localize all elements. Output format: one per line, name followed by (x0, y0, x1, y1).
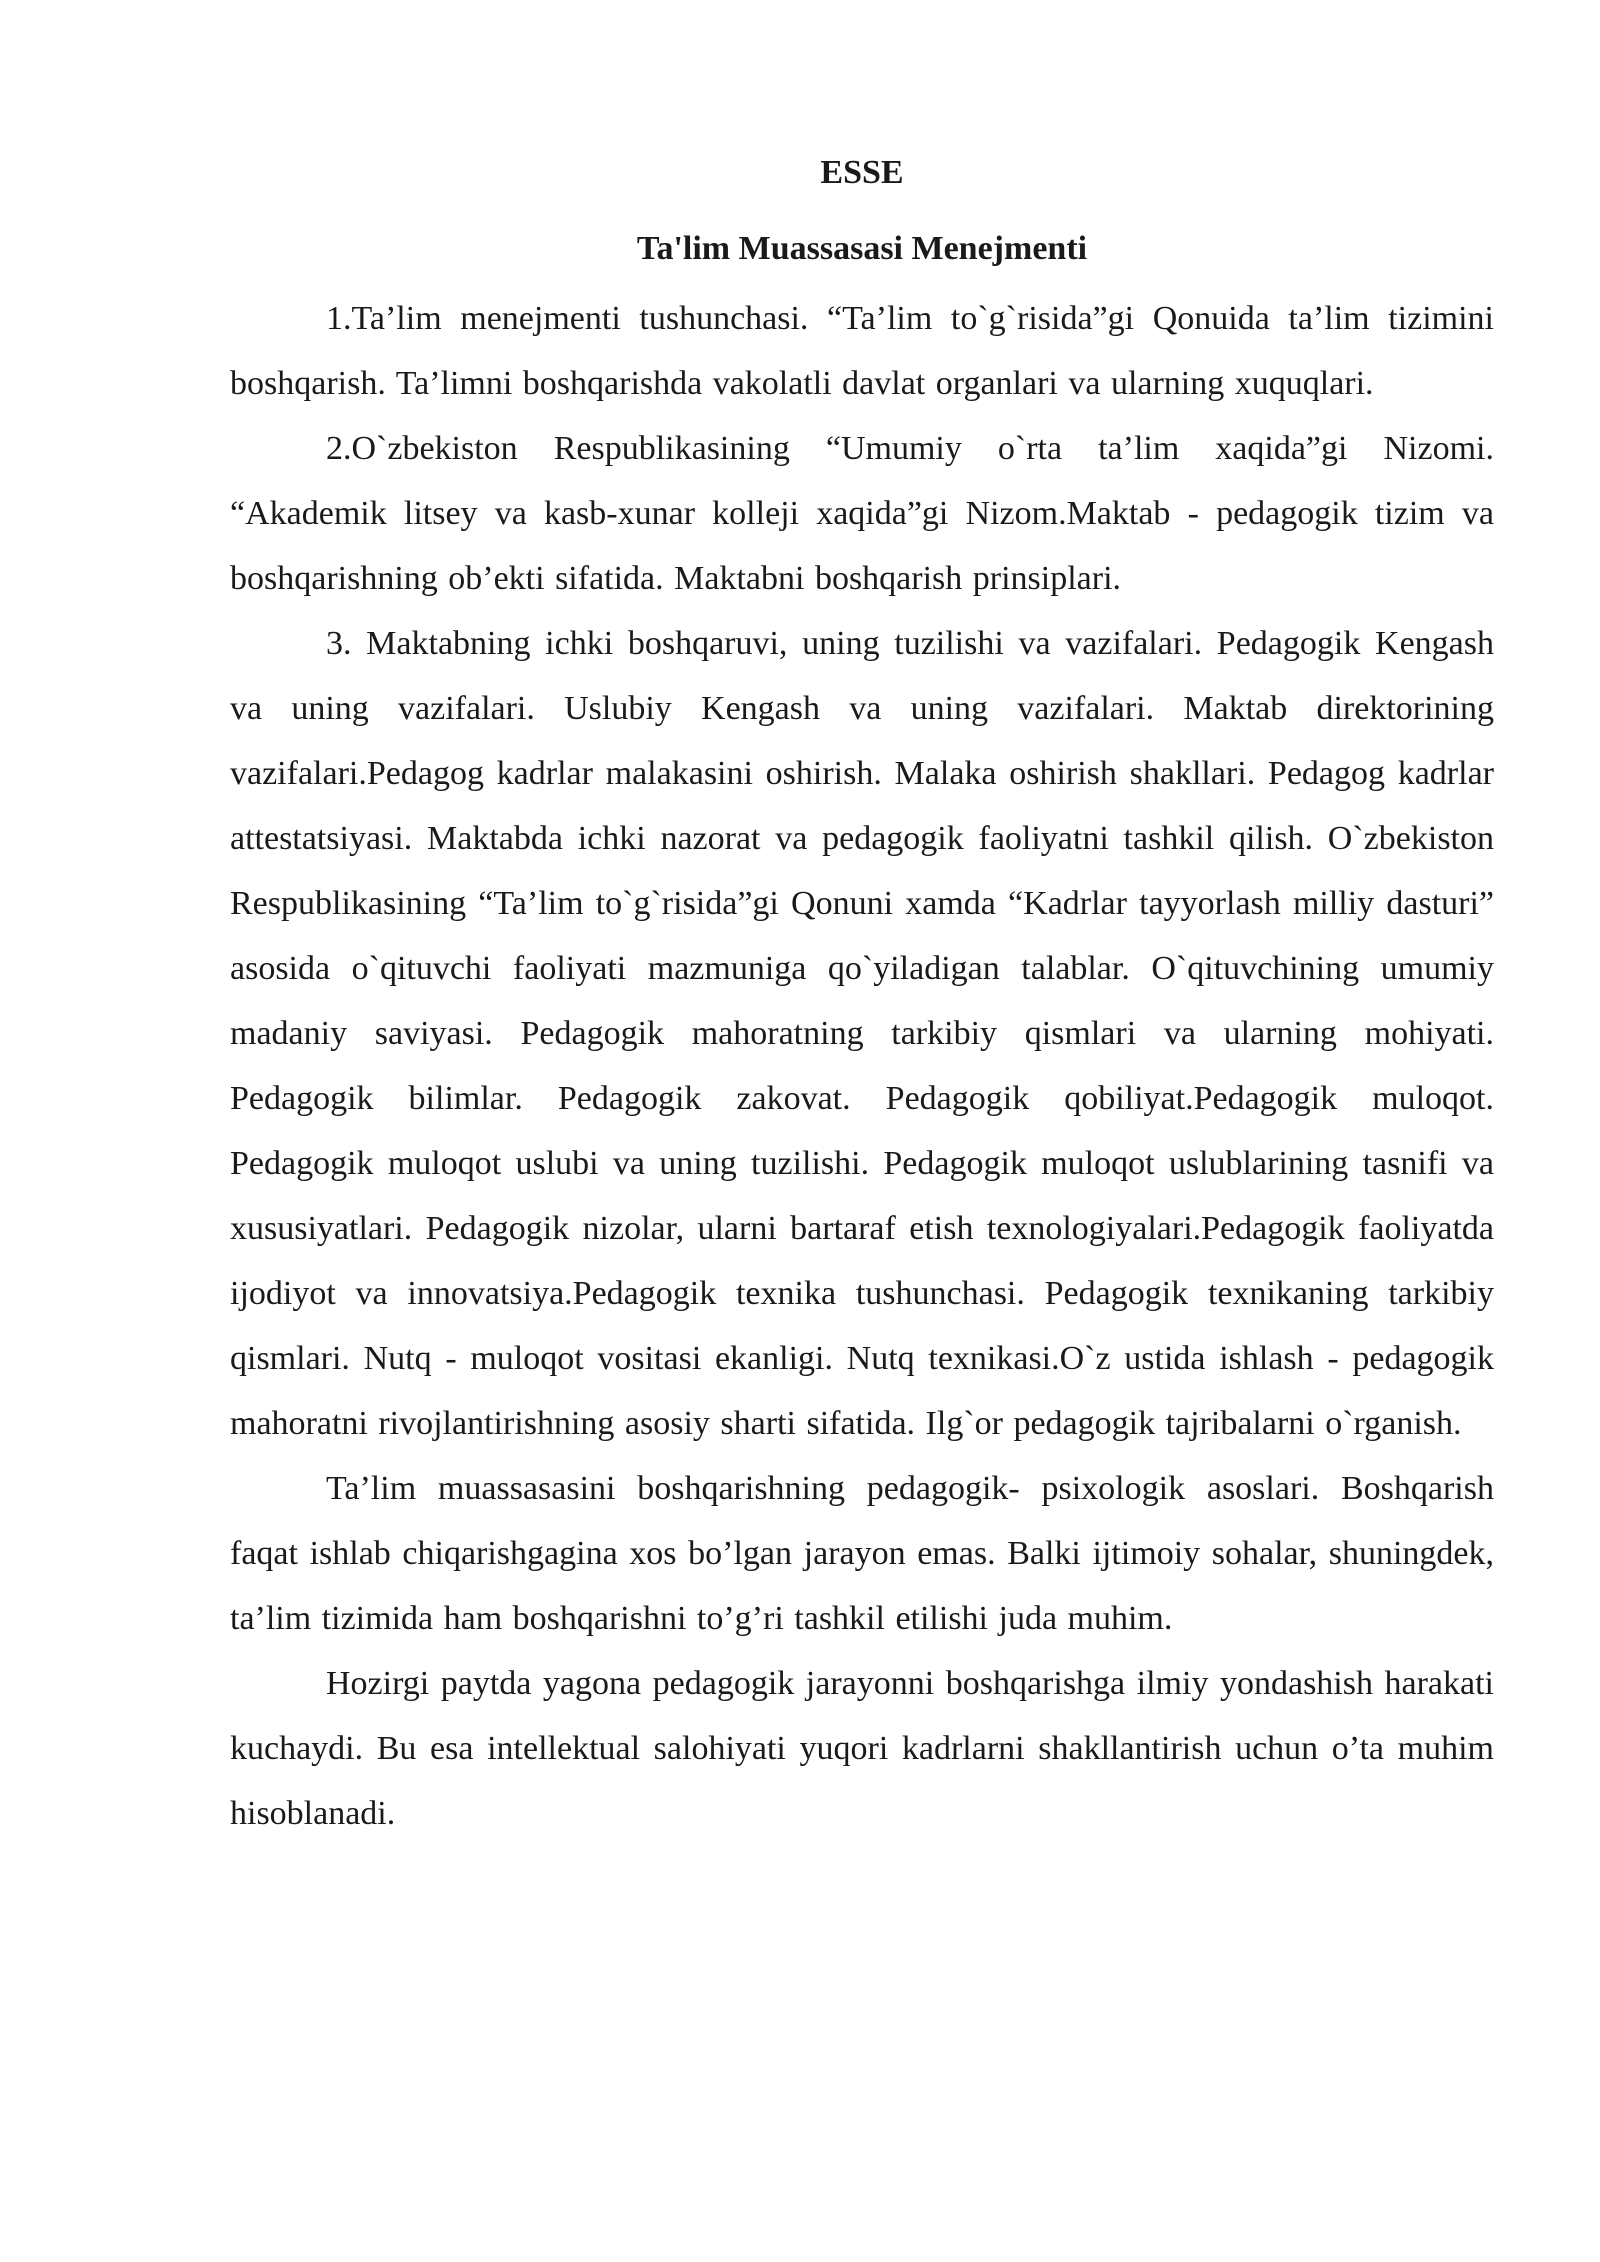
paragraph: 3. Maktabning ichki boshqaruvi, uning tuzilishi va vazifalari. Pedagogik Kengash va uning vazifalari. Uslubiy Kengash va uning vazifalari. Maktab direktorining vazifalari.Pedagog kadrlar malakasini oshirish. Malaka oshirish shakllari. Pedagog kadrlar attestatsiyasi. Maktabda ichki nazorat va pedagogik faoliyatni tashkil qilish. O`zbekiston Respublikasining “Ta’lim to`g`risida”gi Qonuni xamda “Kadrlar tayyorlash milliy dasturi” asosida o`qituvchi faoliyati mazmuniga qo`yiladigan talablar. O`qituvchining umumiy madaniy saviyasi. Pedagogik mahoratning tarkibiy qismlari va ularning mohiyati. Pedagogik bilimlar. Pedagogik zakovat. Pedagogik qobiliyat.Pedagogik muloqot. Pedagogik muloqot uslubi va uning tuzilishi. Pedagogik muloqot uslublarining tasnifi va xususiyatlari. Pedagogik nizolar, ularni bartaraf etish texnologiyalari.Pedagogik faoliyatda ijodiyot va innovatsiya.Pedagogik texnika tushunchasi. Pedagogik texnikaning tarkibiy qismlari. Nutq - muloqot vositasi ekanligi. Nutq texnikasi.O`z ustida ishlash - pedagogik mahoratni rivojlantirishning asosiy sharti sifatida. Ilg`or pedagogik tajribalarni o`rganish. (230, 625, 1494, 1442)
paragraph: Hozirgi paytda yagona pedagogik jarayonni boshqarishga ilmiy yondashish harakati kuchaydi. Bu esa intellektual salohiyati yuqori kadrlarni shakllantirish uchun o’ta muhim hisoblanadi. (230, 1665, 1494, 1832)
paragraph: 1.Ta’lim menejmenti tushunchasi. “Ta’lim to`g`risida”gi Qonuida ta’lim tizimini boshqarish. Ta’limni boshqarishda vakolatli davlat organlari va ularning xuquqlari. (230, 300, 1494, 402)
document-body (230, 148, 1494, 1846)
document-title: ESSE (820, 154, 904, 191)
document-subtitle: Ta'lim Muassasasi Menejmenti (636, 230, 1088, 267)
paragraph: 2.O`zbekiston Respublikasining “Umumiy o`rta ta’lim xaqida”gi Nizomi. “Akademik litsey va kasb-xunar kolleji xaqida”gi Nizom.Maktab - pedagogik tizim va boshqarishning ob’ekti sifatida. Maktabni boshqarish prinsiplari. (230, 430, 1494, 597)
paragraph: Ta’lim muassasasini boshqarishning pedagogik- psixologik asoslari. Boshqarish faqat ishlab chiqarishgagina xos bo’lgan jarayon emas. Balki ijtimoiy sohalar, shuningdek, ta’lim tizimida ham boshqarishni to’g’ri tashkil etilishi juda muhim. (230, 1470, 1494, 1637)
